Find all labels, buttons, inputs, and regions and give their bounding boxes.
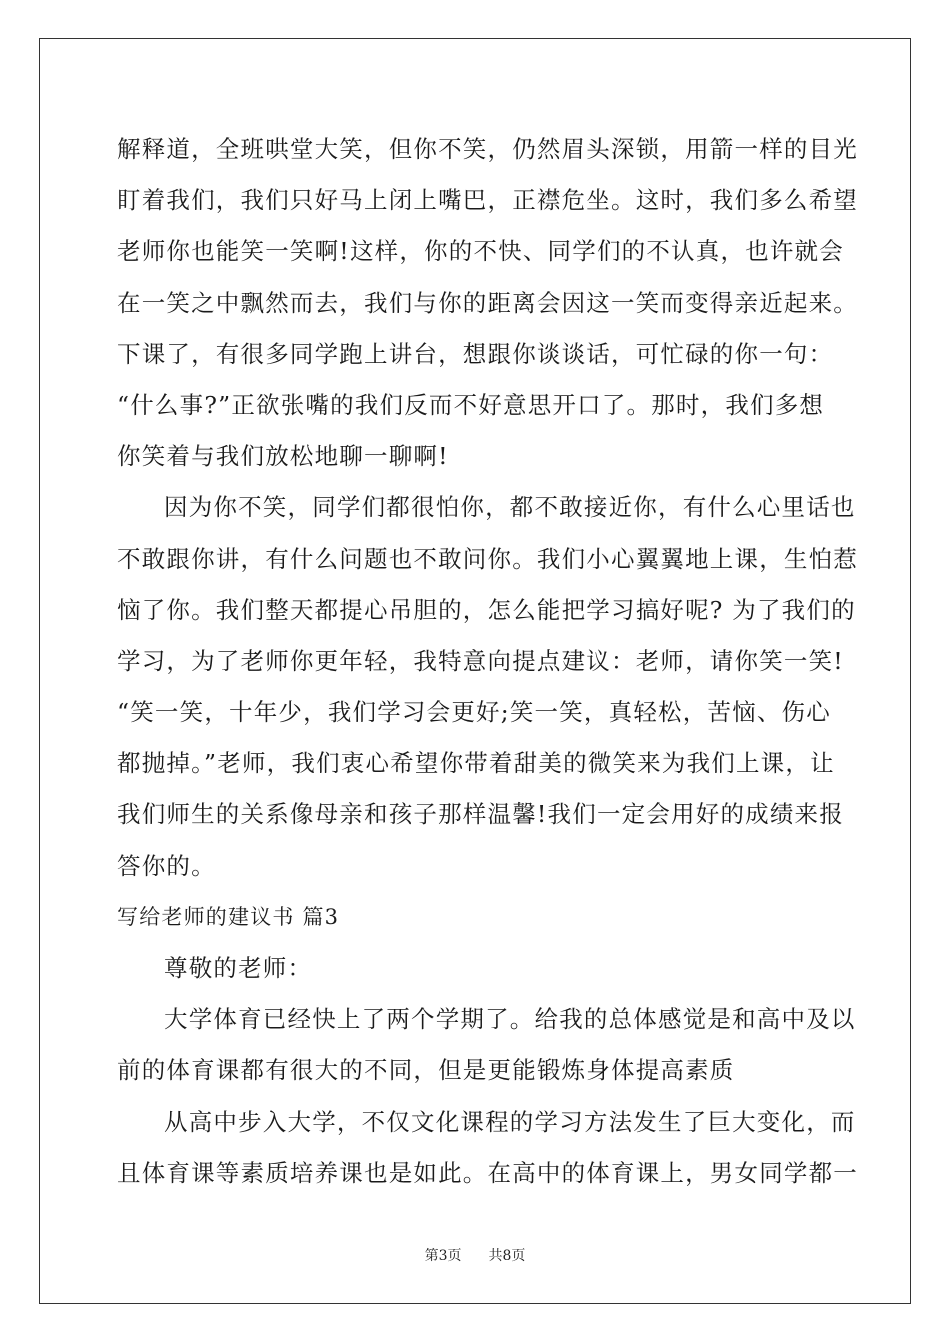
page-total: 共8页 — [488, 1248, 526, 1264]
text-line: 在一笑之中飘然而去，我们与你的距离会因这一笑而变得亲近起来。 — [117, 288, 858, 317]
text-line: 你笑着与我们放松地聊一聊啊! — [117, 442, 449, 471]
paragraph-start-line: 大学体育已经快上了两个学期了。给我的总体感觉是和高中及以 — [164, 1005, 856, 1034]
text-line: “笑一笑，十年少，我们学习会更好;笑一笑，真轻松，苦恼、伤心 — [117, 698, 831, 727]
text-line: 且体育课等素质培养课也是如此。在高中的体育课上，男女同学都一 — [117, 1158, 858, 1187]
text-line: 解释道，全班哄堂大笑，但你不笑，仍然眉头深锁，用箭一样的目光 — [117, 135, 858, 163]
document-body — [117, 124, 858, 1199]
text-line: 我们师生的关系像母亲和孩子那样温馨!我们一定会用好的成绩来报 — [117, 800, 844, 829]
text-line: 下课了，有很多同学跑上讲台，想跟你谈谈话，可忙碌的你一句： — [117, 339, 834, 368]
page-number: 第3页 — [424, 1248, 462, 1264]
text-line: “什么事?”正欲张嘴的我们反而不好意思开口了。那时，我们多想 — [117, 390, 825, 419]
text-line: 前的体育课都有很大的不同，但是更能锻炼身体提高素质 — [117, 1056, 735, 1085]
text-line: 老师你也能笑一笑啊!这样，你的不快、同学们的不认真，也许就会 — [117, 237, 844, 266]
text-line: 学习，为了老师你更年轻，我特意向提点建议：老师，请你笑一笑! — [117, 646, 844, 675]
salutation: 尊敬的老师： — [164, 954, 313, 982]
text-line: 恼了你。我们整天都提心吊胆的，怎么能把学习搞好呢? 为了我们的 — [117, 595, 856, 624]
paragraph-start-line: 因为你不笑，同学们都很怕你，都不敢接近你，有什么心里话也 — [164, 493, 856, 522]
text-line: 不敢跟你讲，有什么问题也不敢问你。我们小心翼翼地上课，生怕惹 — [117, 544, 858, 573]
section-heading: 写给老师的建议书 篇3 — [117, 904, 340, 929]
page-footer — [0, 1245, 950, 1265]
paragraph-start-line: 从高中步入大学，不仅文化课程的学习方法发生了巨大变化，而 — [164, 1107, 856, 1136]
text-line: 盯着我们，我们只好马上闭上嘴巴，正襟危坐。这时，我们多么希望 — [117, 186, 858, 215]
text-line: 都抛掉。”老师，我们衷心希望你带着甜美的微笑来为我们上课，让 — [117, 749, 835, 778]
text-line: 答你的。 — [117, 851, 216, 880]
